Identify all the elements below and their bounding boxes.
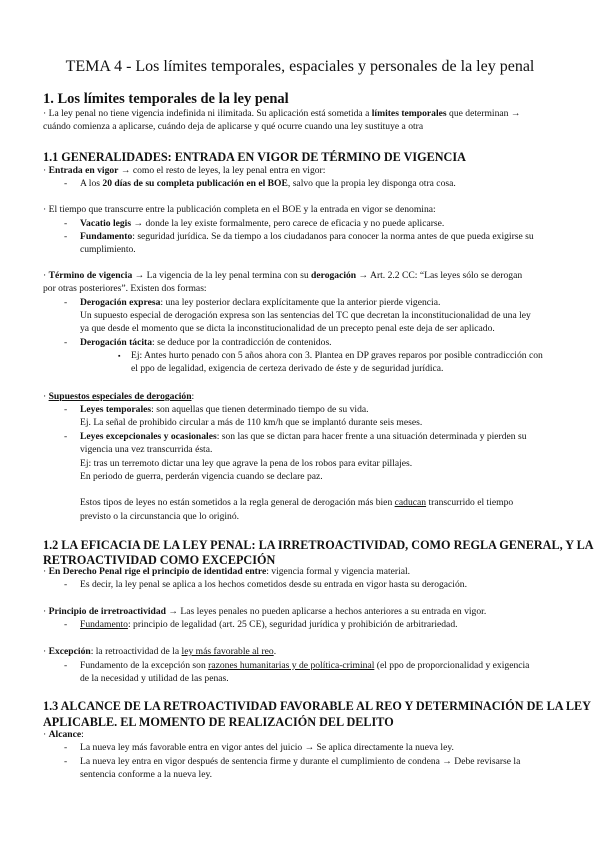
supuestos-especiales: · Supuestos especiales de derogación: — [43, 391, 195, 402]
section-1-2-heading-line2: RETROACTIVIDAD COMO EXCEPCIÓN — [43, 553, 276, 567]
leyes-temporales-ejemplo: Ej. La señal de prohibido circular a más de 110 km/h que se implantó durante seis meses. — [80, 417, 423, 428]
bullet-dash: - — [64, 660, 68, 671]
leyes-temporales: Leyes temporales: son aquellas que tienen determinado tiempo de su vida. — [80, 404, 369, 415]
section-1-intro-line2: cuándo comienza a aplicarse, cuándo deja de aplicarse y qué ocurre cuando una ley sustituye a otra — [43, 121, 424, 132]
irretroactividad-fundamento: Fundamento: principio de legalidad (art. 25 CE), seguridad jurídica y prohibición de arbitrariedad. — [80, 619, 458, 630]
bullet-dash: - — [64, 756, 68, 767]
bullet-dash: - — [64, 619, 68, 630]
principio-irretroactividad: · Principio de irretroactividad → Las leyes penales no pueden aplicarse a hechos anteriores a su entrada en vigor. — [43, 606, 487, 617]
excepcion-fundamento-line2: de la necesidad y utilidad de las penas. — [80, 673, 229, 684]
section-1-intro: · La ley penal no tiene vigencia indefinida ni ilimitada. Su aplicación está sometida a límites temporales que determinan → — [43, 108, 521, 119]
tiempo-paragraph: · El tiempo que transcurre entre la publicación completa en el BOE y la entrada en vigor se denomina: — [43, 204, 436, 215]
bullet-square: ▪ — [118, 352, 121, 360]
derogacion-expresa-line2: Un supuesto especial de derogación expresa son las sentencias del TC que decretan la inconstitucionalidad de una ley — [80, 310, 531, 321]
leyes-excepcionales: Leyes excepcionales y ocasionales: son las que se dictan para hacer frente a una situación determinada y pierden su — [80, 431, 527, 442]
bullet-dash: - — [64, 431, 68, 442]
excepcion: · Excepción: la retroactividad de la ley más favorable al reo. — [43, 646, 277, 657]
termino-de-vigencia-line2: por otras posteriores”. Existen dos formas: — [43, 283, 207, 294]
principio-identidad-bullet: Es decir, la ley penal se aplica a los hechos cometidos desde su entrada en vigor hasta su derogación. — [80, 579, 467, 590]
bullet-dash: - — [64, 178, 68, 189]
section-1-1-heading: 1.1 GENERALIDADES: ENTRADA EN VIGOR DE TÉRMINO DE VIGENCIA — [43, 150, 466, 164]
bullet-dash: - — [64, 404, 68, 415]
bullet-dash: - — [64, 297, 68, 308]
leyes-excepcionales-ejemplo-1: Ej: tras un terremoto dictar una ley que agrave la pena de los robos para evitar pillajes. — [80, 458, 413, 469]
section-1-2-heading: 1.2 LA EFICACIA DE LA LEY PENAL: LA IRRETROACTIVIDAD, COMO REGLA GENERAL, Y LA — [43, 538, 594, 552]
alcance-bullet-2-line2: sentencia conforme a la nueva ley. — [80, 769, 213, 780]
alcance-bullet-1: La nueva ley más favorable entra en vigor antes del juicio → Se aplica directamente la nueva ley. — [80, 742, 454, 753]
document-title: TEMA 4 - Los límites temporales, espaciales y personales de la ley penal — [65, 58, 535, 75]
fundamento-vacatio: Fundamento: seguridad jurídica. Se da tiempo a los ciudadanos para conocer la norma antes de que pueda exigirse su — [80, 231, 534, 242]
leyes-excepcionales-line2: vigencia una vez transcurrida ésta. — [80, 444, 213, 455]
bullet-dash: - — [64, 218, 68, 229]
bullet-dash: - — [64, 579, 68, 590]
bullet-dash: - — [64, 231, 68, 242]
derogacion-expresa-line3: ya que desde el momento que se dicta la inconstitucionalidad de un precepto penal este deja de ser aplicado. — [80, 323, 495, 334]
alcance: · Alcance: — [43, 729, 84, 740]
bullet-dash: - — [64, 742, 68, 753]
termino-de-vigencia: · Término de vigencia → La vigencia de la ley penal termina con su derogación → Art. 2.2 CC: “Las leyes sólo se derogan — [43, 270, 523, 281]
estos-tipos-paragraph: Estos tipos de leyes no están sometidos a la regla general de derogación más bien caducan transcurrido el tiempo — [80, 497, 514, 508]
leyes-excepcionales-ejemplo-2: En periodo de guerra, perderán vigencia cuando se declare paz. — [80, 471, 323, 482]
bullet-dash: - — [64, 337, 68, 348]
ejemplo-tacita-line2: el ppo de legalidad, exigencia de certeza derivado de éste y de seguridad jurídica. — [131, 363, 444, 374]
excepcion-fundamento: Fundamento de la excepción son razones humanitarias y de política-criminal (el ppo de proporcionalidad y exigencia — [80, 660, 530, 671]
section-1-heading: 1. Los límites temporales de la ley penal — [43, 91, 289, 107]
section-1-3-heading: 1.3 ALCANCE DE LA RETROACTIVIDAD FAVORABLE AL REO Y DETERMINACIÓN DE LA LEY — [43, 699, 591, 713]
entrada-bullet-1: A los 20 días de su completa publicación en el BOE, salvo que la propia ley disponga otra cosa. — [80, 178, 456, 189]
derogacion-expresa: Derogación expresa: una ley posterior declara explícitamente que la anterior pierde vigencia. — [80, 297, 441, 308]
ejemplo-tacita: Ej: Antes hurto penado con 5 años ahora con 3. Plantea en DP graves reparos por posible contradicción con — [131, 350, 543, 361]
estos-tipos-line2: previsto o la circunstancia que lo originó. — [80, 511, 240, 522]
section-1-3-heading-line2: APLICABLE. EL MOMENTO DE REALIZACIÓN DEL DELITO — [43, 715, 394, 729]
vacatio-legis: Vacatio legis → donde la ley existe formalmente, pero carece de eficacia y no puede aplicarse. — [80, 218, 445, 229]
fundamento-vacatio-line2: cumplimiento. — [80, 244, 136, 255]
entrada-en-vigor: · Entrada en vigor → como el resto de leyes, la ley penal entra en vigor: — [43, 165, 326, 176]
derogacion-tacita: Derogación tácita: se deduce por la contradicción de contenidos. — [80, 337, 332, 348]
alcance-bullet-2: La nueva ley entra en vigor después de sentencia firme y durante el cumplimiento de condena → Debe revisarse la — [80, 756, 521, 767]
principio-identidad: · En Derecho Penal rige el principio de identidad entre: vigencia formal y vigencia material. — [43, 566, 411, 577]
